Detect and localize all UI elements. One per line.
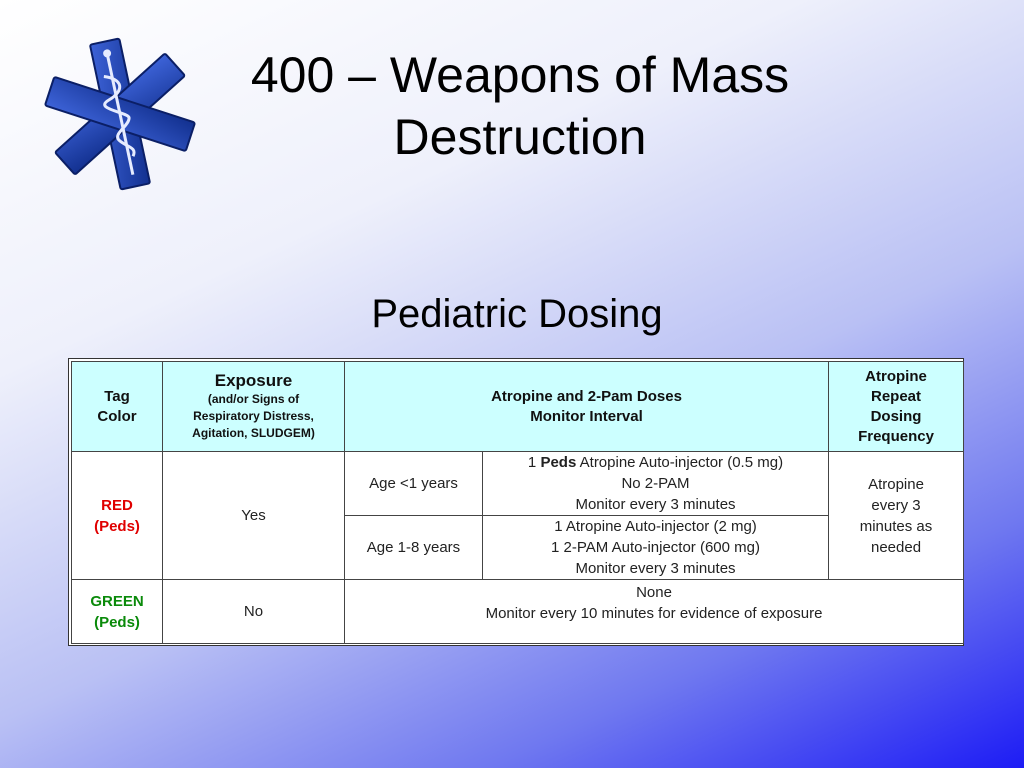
header-exposure-title: Exposure [214, 371, 293, 390]
age-under-1-cell: Age <1 years [345, 452, 483, 516]
header-doses [345, 362, 829, 452]
header-exposure-sub-2: Respiratory Distress, [193, 409, 314, 423]
green-tag-label: GREEN [90, 592, 144, 610]
header-repeat-line-1: Atropine [865, 367, 927, 385]
green-tag-peds: (Peds) [94, 613, 140, 631]
table-row-green [72, 580, 964, 644]
slide-subtitle: Pediatric Dosing [371, 292, 663, 336]
slide-title-line-1: 400 – Weapons of Mass [250, 47, 790, 103]
red-repeat-line-3: minutes as [859, 517, 933, 535]
dose-under-1-cell [483, 452, 829, 516]
dose-under-1-line-2: No 2-PAM [621, 475, 690, 492]
red-tag-label: RED [101, 496, 133, 514]
dose-under-1-peds: Peds [540, 454, 577, 471]
age-1-to-8-cell: Age 1-8 years [345, 516, 483, 580]
dose-1-to-8-line-1: 1 Atropine Auto-injector (2 mg) [554, 518, 757, 535]
red-exposure-cell: Yes [163, 452, 345, 580]
dose-under-1-prefix: 1 [527, 454, 537, 471]
header-tag-color-line-2: Color [97, 407, 137, 425]
red-tag-cell [72, 452, 163, 580]
green-exposure-cell: No [163, 580, 345, 644]
dose-1-to-8-line-2: 1 2-PAM Auto-injector (600 mg) [551, 539, 760, 556]
dose-under-1-line-3: Monitor every 3 minutes [575, 496, 736, 513]
red-repeat-line-4: needed [870, 538, 922, 556]
dosing-table-frame [68, 358, 964, 646]
dose-1-to-8-cell [483, 516, 829, 580]
header-repeat-line-2: Repeat [871, 387, 922, 405]
red-repeat-line-1: Atropine [868, 475, 924, 493]
header-repeat-line-4: Frequency [858, 427, 934, 445]
red-repeat-cell [829, 452, 964, 580]
header-exposure-sub-3: Agitation, SLUDGEM) [192, 426, 315, 440]
header-exposure-sub-1: (and/or Signs of [207, 392, 300, 406]
dose-under-1-line-1 [487, 452, 824, 473]
red-repeat-line-2: every 3 [871, 496, 921, 514]
table-header-row [72, 362, 964, 452]
dose-1-to-8-line-3: Monitor every 3 minutes [575, 560, 736, 577]
table-row-red-under1 [72, 452, 964, 516]
header-doses-line-1: Atropine and 2-Pam Doses [491, 387, 682, 405]
slide-title [170, 44, 870, 168]
slide-title-line-2: Destruction [393, 109, 647, 165]
header-tag-color [72, 362, 163, 452]
green-dose-line-2: Monitor every 10 minutes for evidence of exposure [485, 605, 823, 622]
header-tag-color-line-1: Tag [104, 387, 130, 405]
dose-under-1-rest: Atropine Auto-injector (0.5 mg) [579, 454, 784, 471]
green-dose-cell [345, 580, 964, 644]
header-repeat-frequency [829, 362, 964, 452]
red-tag-peds: (Peds) [94, 517, 140, 535]
header-exposure [163, 362, 345, 452]
header-repeat-line-3: Dosing [870, 407, 922, 425]
pediatric-dosing-table [71, 361, 964, 644]
green-dose-line-1: None [636, 584, 672, 601]
green-tag-cell [72, 580, 163, 644]
header-doses-line-2: Monitor Interval [530, 407, 643, 425]
